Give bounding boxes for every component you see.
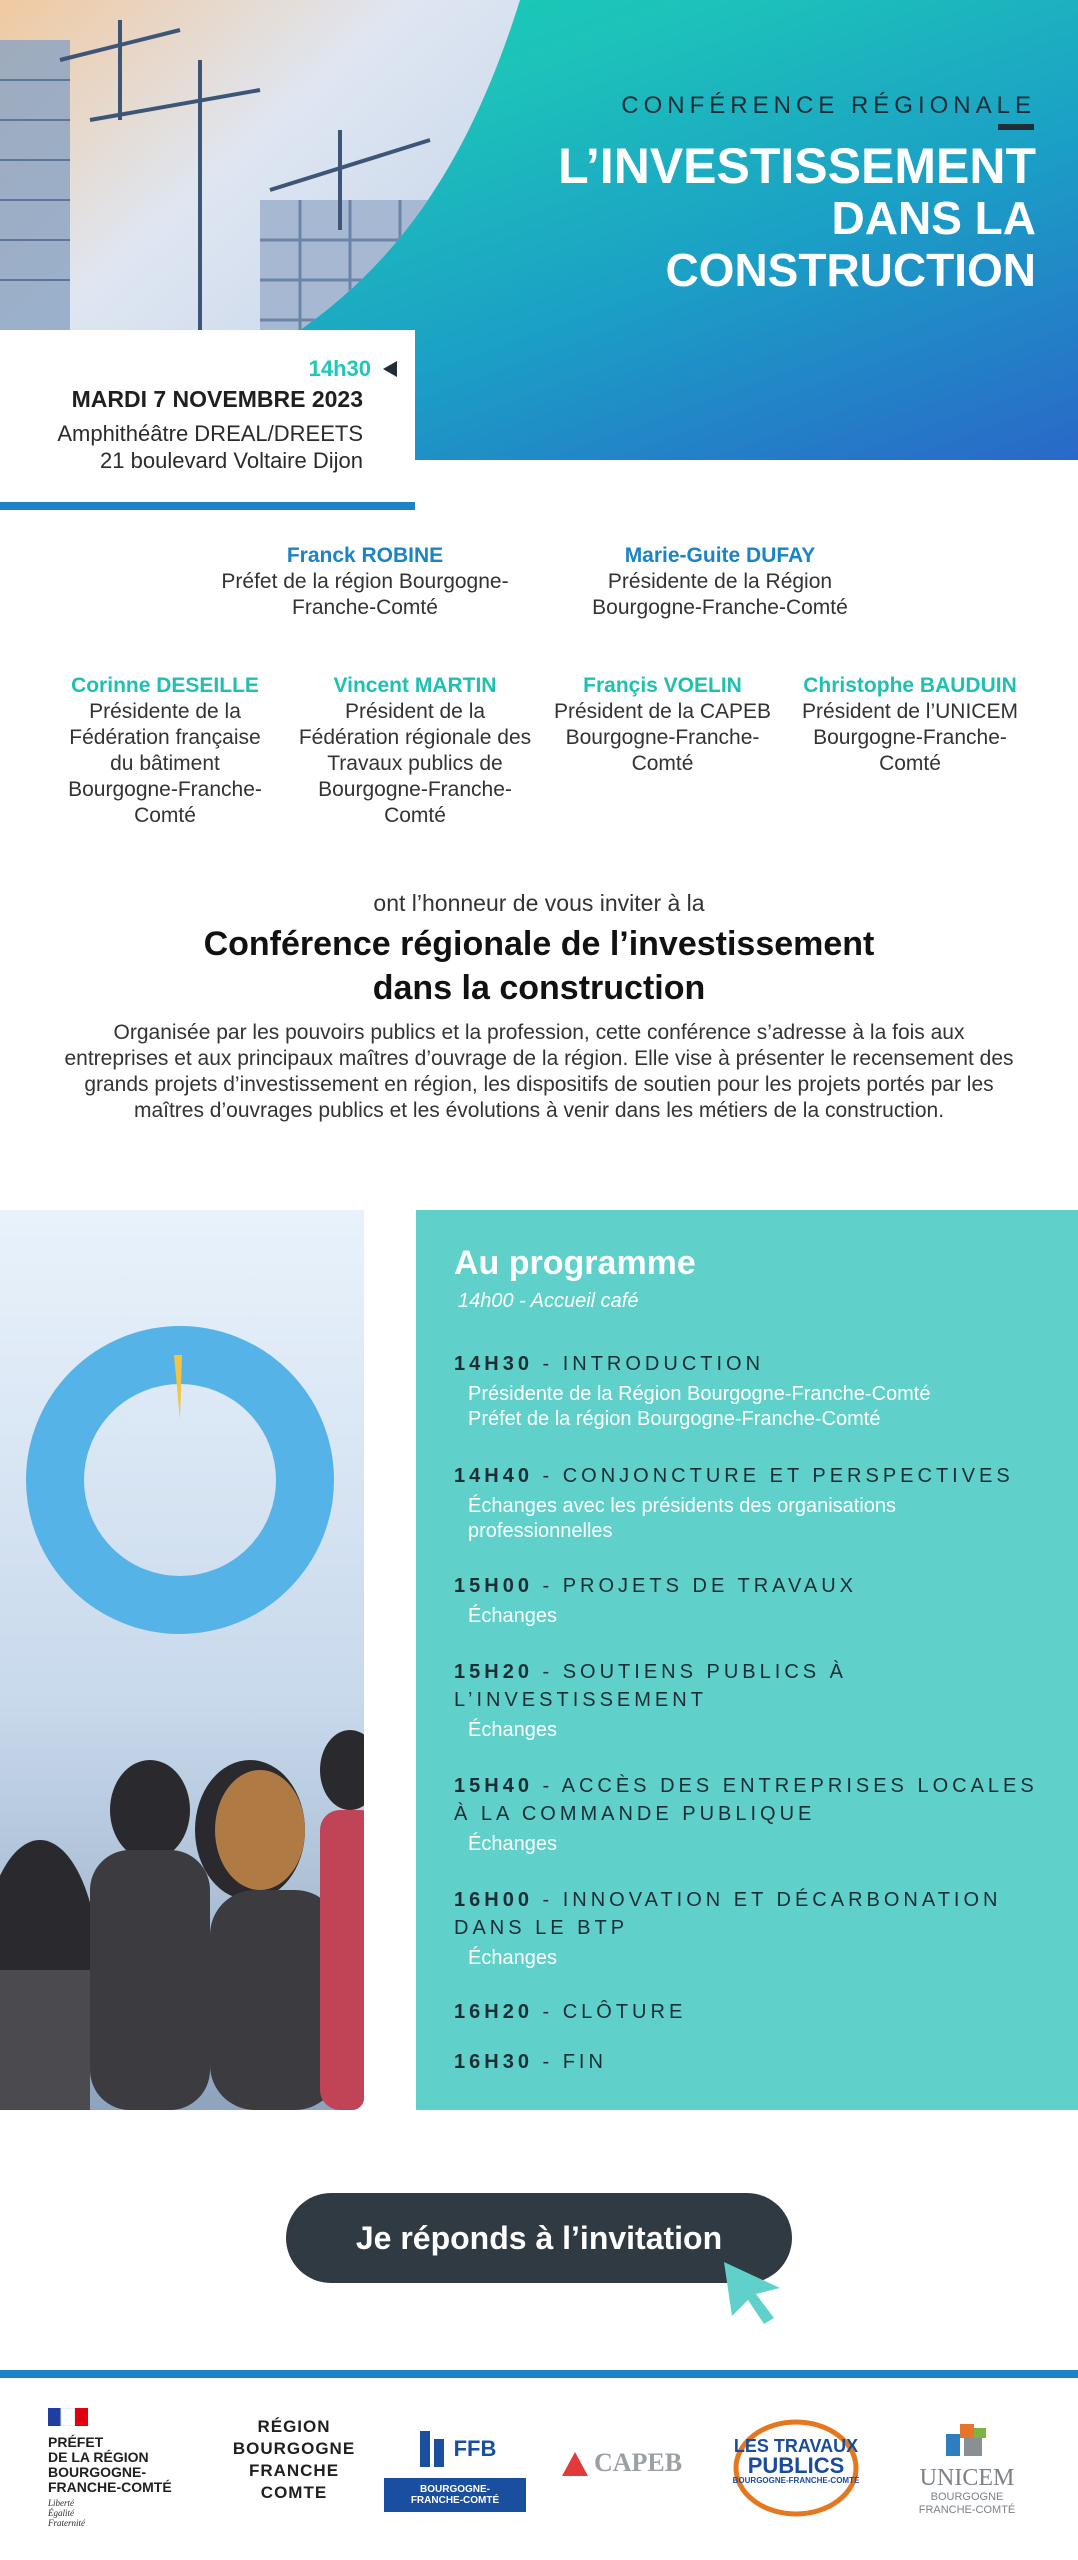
intro-body: Organisée par les pouvoirs publics et la profession, cette conférence s’adresse à la fois aux entreprises et aux principaux maîtres d’ouvrage de la région. Elle vise à présenter le recensement des grands projets d’investissement en région, les dispositifs de soutien pour les projets portés par les maîtres d’ouvrages publics et les évolutions à venir dans les métiers de la construction. — [64, 1021, 1014, 1122]
programme-time: 16H30 — [454, 2051, 533, 2073]
event-date: MARDI 7 NOVEMBRE 2023 — [71, 386, 363, 412]
speaker-role: Préfet de la région Bourgogne-Franche-Comté — [221, 570, 509, 619]
programme-time: 14H30 — [454, 1353, 533, 1375]
programme-label: ACCÈS DES ENTREPRISES LOCALES À LA COMMANDE PUBLIQUE — [454, 1775, 1038, 1825]
programme-item: 15H00 - PROJETS DE TRAVAUX Échanges — [454, 1572, 1038, 1629]
intro-title-line1: Conférence régionale de l’investissement — [203, 925, 875, 963]
programme-desc: Échanges avec les présidents des organisations professionnelles — [468, 1495, 897, 1542]
programme-desc: Échanges — [468, 1605, 557, 1627]
speaker-card — [790, 673, 1030, 777]
speaker-role: Présidente de la Région Bourgogne-Franche-Comté — [592, 570, 848, 619]
programme-item: 15H40 - ACCÈS DES ENTREPRISES LOCALES À LA COMMANDE PUBLIQUE Échanges — [454, 1775, 1038, 1855]
programme-item: 14H40 - CONJONCTURE ET PERSPECTIVES Échanges avec les présidents des organisations professionnelles — [454, 1462, 1038, 1544]
event-time-row — [309, 356, 397, 382]
hero-title — [558, 140, 1036, 296]
french-flag-icon — [48, 2408, 88, 2426]
programme-label: FIN — [562, 2051, 607, 2073]
capeb-logo — [560, 2448, 692, 2478]
travaux-publics-logo — [730, 2418, 862, 2518]
programme-label: PROJETS DE TRAVAUX — [562, 1575, 857, 1597]
speaker-name: Marie-Guite DUFAY — [624, 544, 816, 567]
speaker-name: Françis VOELIN — [583, 674, 742, 697]
programme-item: 15H20 - SOUTIENS PUBLICS À L’INVESTISSEMENT Échanges — [454, 1658, 1038, 1743]
speaker-name: Vincent MARTIN — [333, 674, 497, 697]
ffb-building-icon — [414, 2429, 450, 2469]
unicem-logo-text: UNICEM — [919, 2465, 1015, 2491]
speaker-card — [205, 543, 525, 621]
programme-item: 14H30 - INTRODUCTION Présidente de la Région Bourgogne-Franche-Comté Préfet de la région Bourgogne-Franche-Comté — [454, 1350, 1038, 1432]
speaker-card — [295, 673, 535, 829]
speaker-role: Président de la CAPEB Bourgogne-Franche-Comté — [553, 700, 772, 775]
speaker-card — [545, 673, 780, 777]
cursor-icon — [718, 2258, 788, 2328]
capeb-logo-text: CAPEB — [594, 2448, 683, 2477]
tp-logo-sub: BOURGOGNE-FRANCHE-COMTÉ — [732, 2476, 860, 2485]
prefet-logo-text: PRÉFET DE LA RÉGION BOURGOGNE- FRANCHE-COMTÉ — [48, 2434, 172, 2495]
event-info-card — [0, 330, 415, 500]
speaker-role: Président de l’UNICEM Bourgogne-Franche-Comté — [802, 700, 1018, 775]
capeb-emblem-icon — [560, 2448, 590, 2478]
programme-time: 15H00 — [454, 1575, 533, 1597]
programme-item: 16H00 - INNOVATION ET DÉCARBONATION DANS LE BTP Échanges — [454, 1886, 1038, 1971]
prefet-motto: Liberté Égalité Fraternité — [48, 2498, 85, 2528]
programme-time: 15H40 — [454, 1775, 533, 1797]
speaker-card — [560, 543, 880, 621]
programme-desc: Échanges — [468, 1833, 557, 1855]
programme-desc: Échanges — [468, 1947, 557, 1969]
intro-title-line2: dans la construction — [372, 969, 706, 1007]
prefet-logo — [48, 2408, 198, 2528]
programme-desc: Échanges — [468, 1719, 557, 1741]
ffb-logo-text: FFB — [453, 2436, 497, 2461]
venue-line2: 21 boulevard Voltaire Dijon — [100, 448, 363, 473]
unicem-logo — [902, 2420, 1032, 2517]
region-logo — [224, 2416, 364, 2504]
speaker-card — [55, 673, 275, 829]
programme-label: INTRODUCTION — [562, 1353, 765, 1375]
header-divider — [0, 502, 415, 510]
speaker-name: Corinne DESEILLE — [71, 674, 259, 697]
ffb-logo — [384, 2420, 526, 2512]
intro-title — [0, 922, 1078, 1010]
programme-time: 15H20 — [454, 1661, 533, 1683]
programme-label: CLÔTURE — [562, 2001, 687, 2023]
programme-item: 16H20 - CLÔTURE — [454, 2001, 687, 2023]
programme-title: Au programme — [454, 1244, 696, 1282]
speaker-name: Christophe BAUDUIN — [803, 674, 1017, 697]
rsvp-button[interactable]: Je réponds à l’invitation — [286, 2193, 792, 2283]
audience-photo — [0, 1210, 364, 2110]
speaker-role: Président de la Fédération régionale des Travaux publics de Bourgogne-Franche-Comté — [298, 700, 532, 827]
ffb-logo-sub: BOURGOGNE- FRANCHE-COMTÉ — [384, 2478, 526, 2512]
programme-desc: Présidente de la Région Bourgogne-Franche-Comté Préfet de la région Bourgogne-Franche-Comté — [468, 1383, 931, 1430]
footer-divider — [0, 2370, 1078, 2378]
programme-time: 14H40 — [454, 1465, 533, 1487]
intro-lead: ont l’honneur de vous inviter à la — [373, 890, 705, 916]
hero-title-line2: DANS LA — [831, 192, 1036, 244]
hero-title-line1: L’INVESTISSEMENT — [558, 138, 1036, 194]
programme-item: 16H30 - FIN — [454, 2051, 607, 2073]
hero-accent-bar — [998, 124, 1034, 130]
programme-time: 16H20 — [454, 2001, 533, 2023]
programme-panel — [416, 1210, 1078, 2110]
triangle-left-icon — [383, 361, 397, 377]
hero-title-line3: CONSTRUCTION — [665, 244, 1036, 296]
unicem-logo-sub: BOURGOGNE FRANCHE-COMTÉ — [918, 2491, 1016, 2516]
programme-welcome: 14h00 - Accueil café — [458, 1290, 639, 1312]
region-logo-text: RÉGION BOURGOGNE FRANCHE COMTE — [232, 2417, 356, 2502]
programme-label: INNOVATION ET DÉCARBONATION DANS LE BTP — [454, 1889, 1002, 1939]
speaker-role: Présidente de la Fédération française du bâtiment Bourgogne-Franche-Comté — [68, 700, 262, 827]
programme-time: 16H00 — [454, 1889, 533, 1911]
tp-logo-line2: PUBLICS — [747, 2453, 845, 2478]
programme-label: SOUTIENS PUBLICS À L’INVESTISSEMENT — [454, 1661, 847, 1711]
event-venue — [57, 420, 363, 474]
event-time: 14h30 — [308, 356, 371, 381]
venue-line1: Amphithéâtre DREAL/DREETS — [57, 421, 363, 446]
speaker-name: Franck ROBINE — [286, 544, 444, 567]
unicem-emblem-icon — [942, 2420, 992, 2460]
hero-subtitle: CONFÉRENCE RÉGIONALE — [621, 92, 1036, 119]
programme-label: CONJONCTURE ET PERSPECTIVES — [562, 1465, 1014, 1487]
tp-logo-line1: LES TRAVAUX — [733, 2436, 859, 2456]
